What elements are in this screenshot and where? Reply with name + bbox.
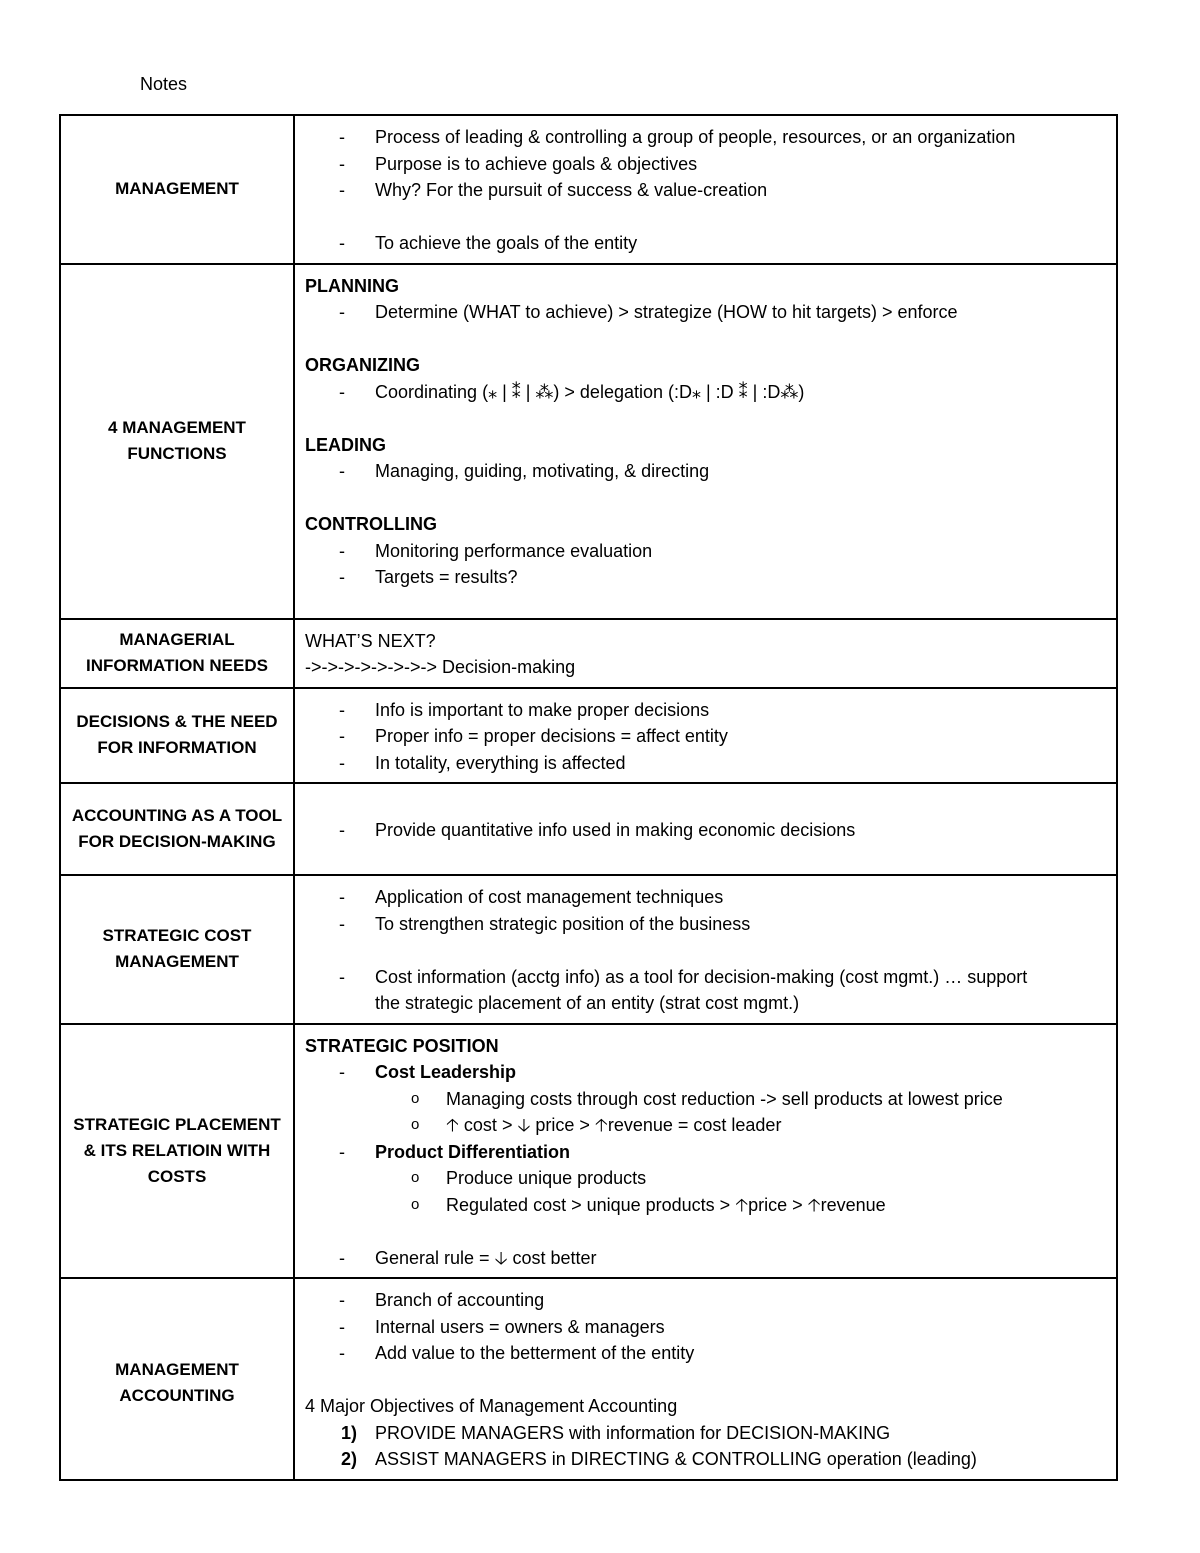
sub-list-item: o 🡡 cost > 🡣 price > 🡡revenue = cost leader	[305, 1112, 1106, 1139]
definition-cell	[294, 1024, 1117, 1279]
list-item: - General rule = 🡣 cost better	[339, 1247, 597, 1268]
bullet-icon: o	[411, 1169, 420, 1186]
list-item: - Purpose is to achieve goals & objectives	[339, 153, 698, 174]
list-item: - To achieve the goals of the entity	[339, 233, 638, 253]
table-row	[60, 115, 1117, 264]
table-row	[60, 688, 1117, 784]
notes-table	[59, 114, 1118, 1481]
definition-cell	[294, 264, 1117, 619]
table-row	[60, 783, 1117, 875]
definition-cell	[294, 619, 1117, 688]
list-item: - Determine (WHAT to achieve) > strategize (HOW to hit targets) > enforce	[339, 302, 958, 322]
list-item: - Provide quantitative info used in making economic decisions	[339, 819, 856, 840]
definition-cell	[294, 688, 1117, 784]
text-line: ->->->->->->->-> Decision-making	[305, 657, 576, 677]
sub-list-item: o Produce unique products	[305, 1165, 1106, 1192]
term-cell: MANAGEMENT	[60, 115, 294, 264]
sub-list-item: o Managing costs through cost reduction -> sell products at lowest price	[305, 1086, 1106, 1113]
list-item: - Process of leading & controlling a group of people, resources, or an organization	[339, 127, 1016, 147]
section-heading: LEADING	[305, 434, 386, 455]
list-item: - Managing, guiding, motivating, & directing	[339, 461, 710, 481]
term-cell: STRATEGIC PLACEMENT & ITS RELATIOIN WITH COSTS	[60, 1024, 294, 1279]
definition-cell	[294, 1278, 1117, 1480]
section-heading: PLANNING	[305, 275, 399, 296]
term-cell: STRATEGIC COST MANAGEMENT	[60, 875, 294, 1024]
sub-list-item: o Regulated cost > unique products > 🡡price > 🡡revenue	[305, 1192, 1106, 1219]
list-item: - Branch of accounting	[339, 1290, 545, 1310]
bullet-icon: o	[411, 1195, 420, 1213]
table-row	[60, 619, 1117, 688]
numbered-item: 1) PROVIDE MANAGERS with information for DECISION-MAKING	[341, 1422, 891, 1443]
list-item: - Proper info = proper decisions = affect entity	[339, 726, 728, 746]
list-item: - Info is important to make proper decisions	[339, 699, 710, 720]
list-item: - Coordinating (⁎ | ⁑ | ⁂) > delegation (:D⁎ | :D ⁑ | :D⁂)	[339, 381, 805, 402]
term-cell: MANAGERIAL INFORMATION NEEDS	[60, 619, 294, 688]
list-item: - To strengthen strategic position of the business	[339, 913, 751, 934]
section-heading: CONTROLLING	[305, 514, 437, 534]
definition-cell	[294, 783, 1117, 875]
table-row	[60, 875, 1117, 1024]
bullet-icon: o	[411, 1116, 420, 1133]
list-item: - Internal users = owners & managers	[339, 1316, 665, 1337]
section-heading: STRATEGIC POSITION	[305, 1035, 499, 1056]
list-item: - Cost Leadership	[339, 1062, 517, 1082]
objectives-title: 4 Major Objectives of Management Accounting	[305, 1396, 678, 1416]
list-item: - Targets = results?	[339, 567, 518, 587]
bullet-icon: o	[411, 1089, 420, 1107]
text-line: WHAT’S NEXT?	[305, 630, 436, 651]
numbered-item: 2) ASSIST MANAGERS in DIRECTING & CONTROLLING operation (leading)	[341, 1449, 977, 1469]
term-cell: ACCOUNTING AS A TOOL FOR DECISION-MAKING	[60, 783, 294, 875]
section-heading: ORGANIZING	[305, 355, 420, 375]
term-cell: DECISIONS & THE NEED FOR INFORMATION	[60, 688, 294, 784]
term-cell: 4 MANAGEMENT FUNCTIONS	[60, 264, 294, 619]
table-row	[60, 1278, 1117, 1480]
list-item: - In totality, everything is affected	[339, 752, 626, 773]
table-row	[60, 1024, 1117, 1279]
list-item: - Add value to the betterment of the entity	[339, 1343, 695, 1363]
list-item: - Product Differentiation	[339, 1141, 571, 1162]
list-item: - Application of cost management techniques	[339, 887, 724, 907]
list-item-continuation: the strategic placement of an entity (strat cost mgmt.)	[375, 993, 800, 1013]
list-item: - Cost information (acctg info) as a tool for decision-making (cost mgmt.) … support	[339, 966, 1028, 987]
list-item: - Why? For the pursuit of success & value-creation	[339, 180, 768, 200]
page-label: Notes	[140, 74, 188, 94]
list-item: - Monitoring performance evaluation	[339, 540, 653, 561]
table-row	[60, 264, 1117, 619]
definition-cell	[294, 875, 1117, 1024]
term-cell: MANAGEMENT ACCOUNTING	[60, 1278, 294, 1480]
definition-cell	[294, 115, 1117, 264]
